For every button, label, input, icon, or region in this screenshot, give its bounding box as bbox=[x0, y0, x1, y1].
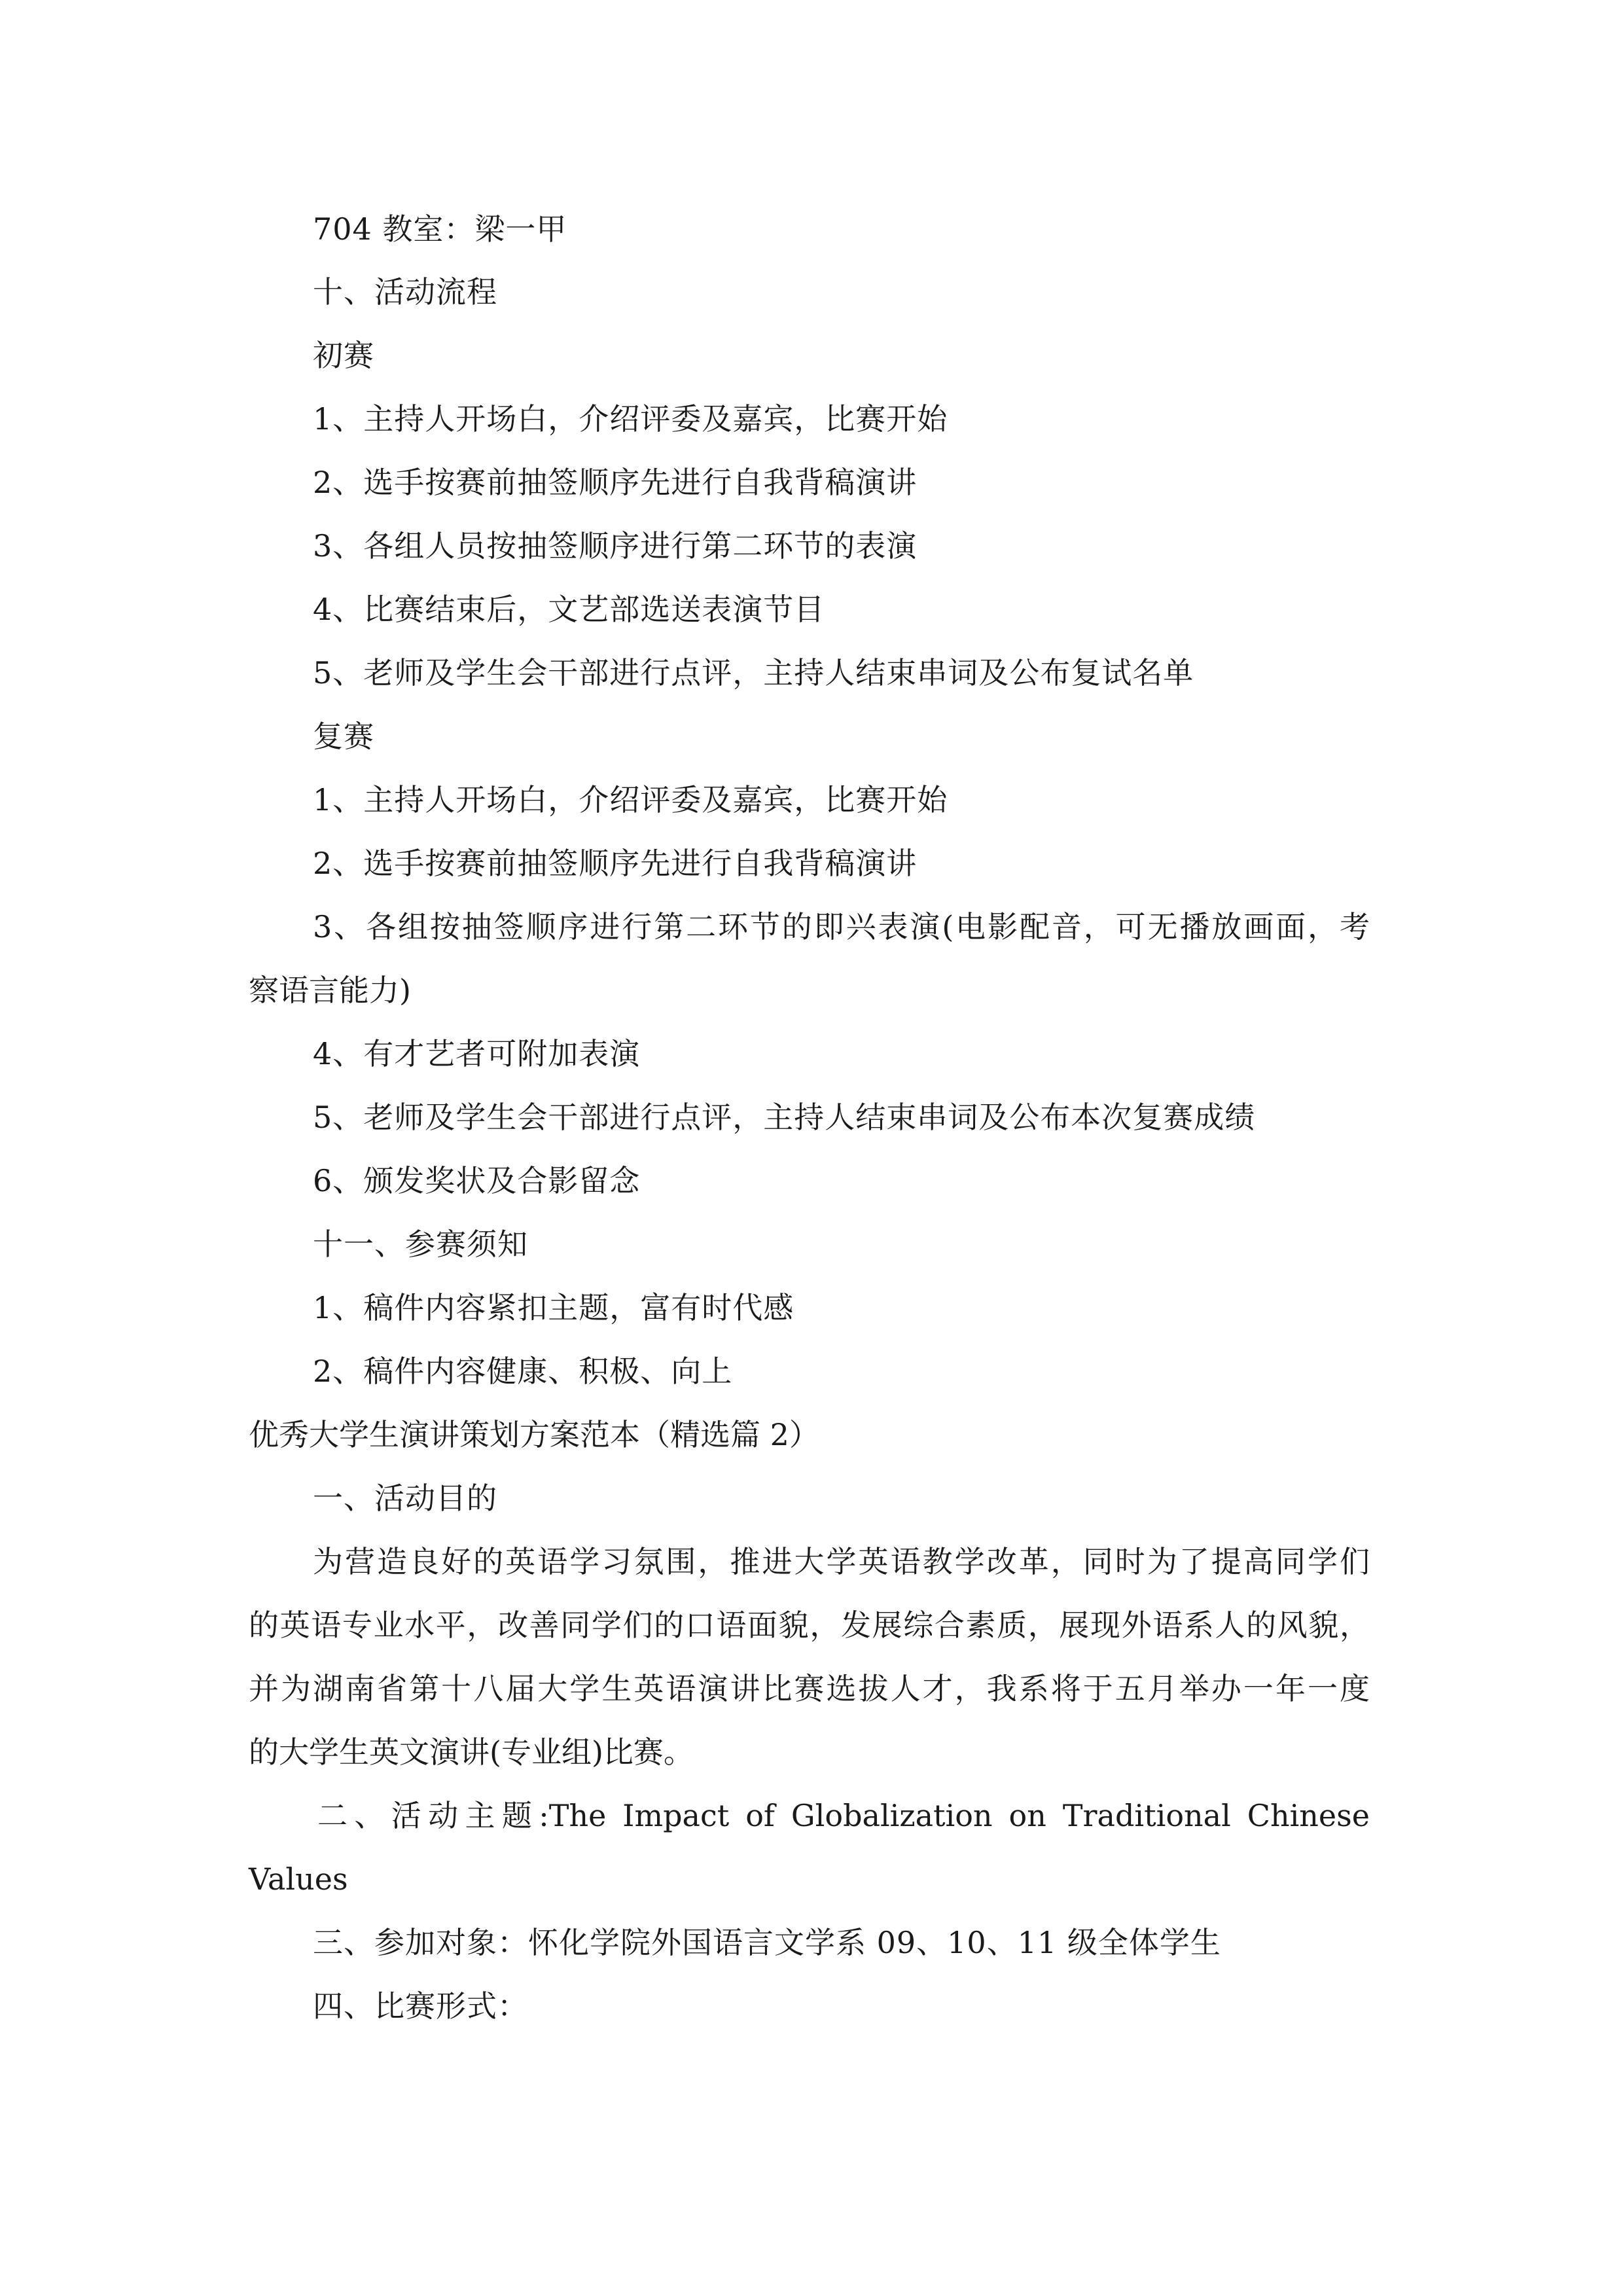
list-item-continuation: 察语言能力) bbox=[249, 973, 411, 1008]
paragraph-line: 为营造良好的英语学习氛围，推进大学英语教学改革，同时为了提高同学们 bbox=[313, 1544, 1370, 1579]
paragraph-line: 的英语专业水平，改善同学们的口语面貌，发展综合素质，展现外语系人的风貌， bbox=[249, 1607, 1370, 1643]
text-line-classroom-704: 704 教室：梁一甲 bbox=[313, 211, 567, 247]
heading-participation-notes: 十一、参赛须知 bbox=[313, 1227, 528, 1262]
list-item: 3、各组按抽签顺序进行第二环节的即兴表演(电影配音，可无播放画面，考 bbox=[313, 909, 1370, 944]
paragraph-line: 的大学生英文演讲(专业组)比赛。 bbox=[249, 1734, 694, 1770]
heading-activity-theme: 二、活动主题:The Impact of Globalization on Traditional Chinese bbox=[317, 1798, 1370, 1833]
list-item: 2、稿件内容健康、积极、向上 bbox=[313, 1354, 733, 1389]
heading-activity-theme-continuation: Values bbox=[249, 1861, 348, 1897]
heading-participants: 三、参加对象：怀化学院外国语言文学系 09、10、11 级全体学生 bbox=[313, 1925, 1221, 1960]
list-item: 4、比赛结束后，文艺部选送表演节目 bbox=[313, 592, 825, 627]
list-item: 4、有才艺者可附加表演 bbox=[313, 1036, 641, 1071]
heading-competition-format: 四、比赛形式： bbox=[313, 1988, 528, 2024]
heading-activity-purpose: 一、活动目的 bbox=[313, 1480, 497, 1516]
list-item: 2、选手按赛前抽签顺序先进行自我背稿演讲 bbox=[313, 465, 918, 500]
subheading-preliminary: 初赛 bbox=[313, 338, 374, 373]
heading-activity-process: 十、活动流程 bbox=[313, 274, 497, 310]
list-item: 3、各组人员按抽签顺序进行第二环节的表演 bbox=[313, 528, 918, 564]
paragraph-line: 并为湖南省第十八届大学生英语演讲比赛选拔人才，我系将于五月举办一年一度 bbox=[249, 1671, 1370, 1706]
list-item: 5、老师及学生会干部进行点评，主持人结束串词及公布本次复赛成绩 bbox=[313, 1100, 1256, 1135]
section-title-selected-2: 优秀大学生演讲策划方案范本（精选篇 2） bbox=[249, 1417, 819, 1452]
list-item: 1、主持人开场白，介绍评委及嘉宾，比赛开始 bbox=[313, 401, 948, 437]
subheading-final: 复赛 bbox=[313, 719, 374, 754]
list-item: 6、颁发奖状及合影留念 bbox=[313, 1163, 641, 1198]
list-item: 1、主持人开场白，介绍评委及嘉宾，比赛开始 bbox=[313, 782, 948, 817]
list-item: 2、选手按赛前抽签顺序先进行自我背稿演讲 bbox=[313, 846, 918, 881]
list-item: 5、老师及学生会干部进行点评，主持人结束串词及公布复试名单 bbox=[313, 655, 1194, 691]
list-item: 1、稿件内容紧扣主题，富有时代感 bbox=[313, 1290, 794, 1325]
